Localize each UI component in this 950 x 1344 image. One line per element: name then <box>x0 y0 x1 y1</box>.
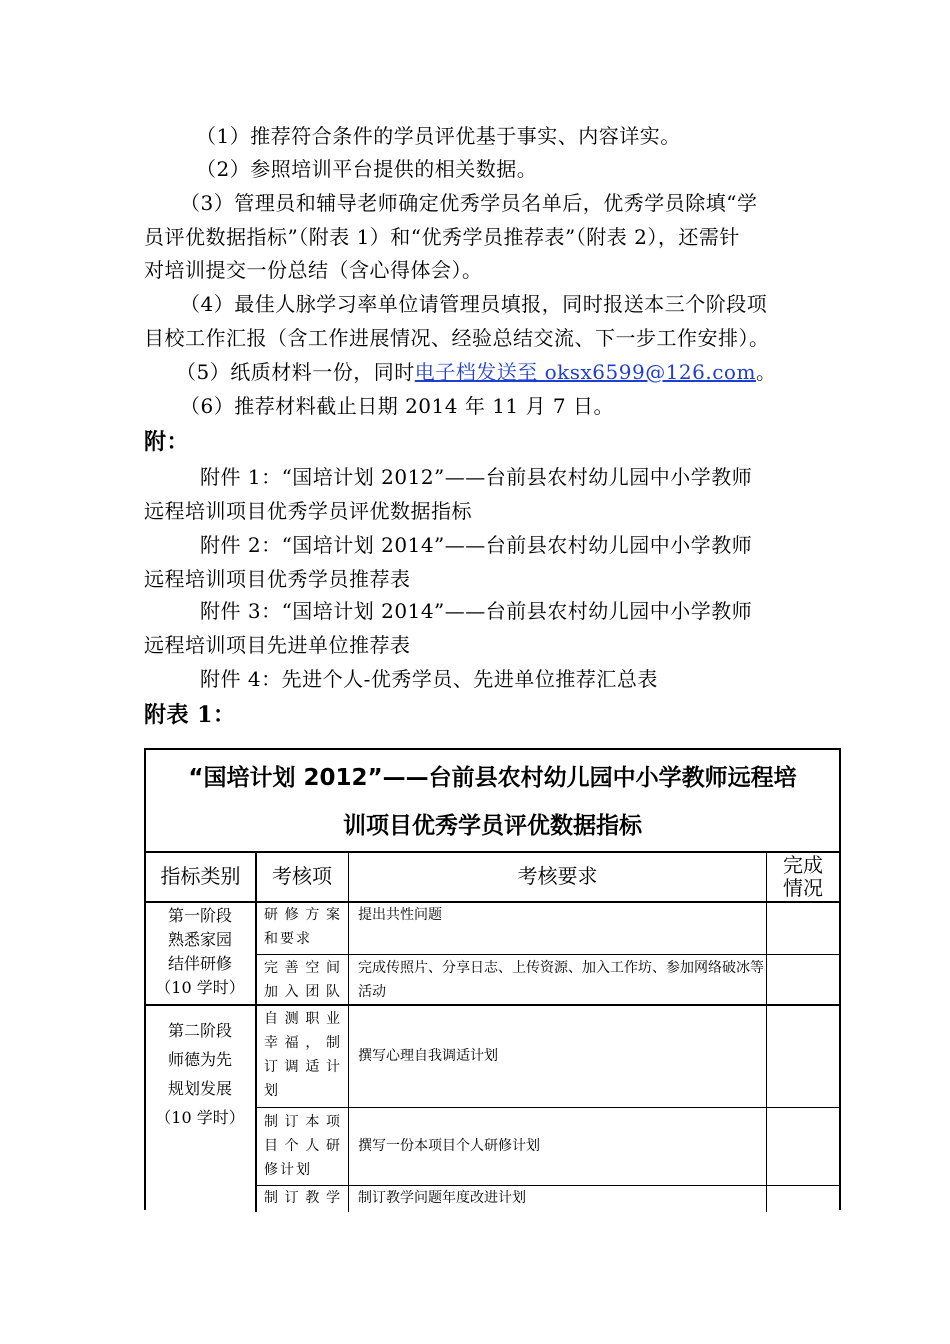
stage2-row3-requirement: 制订教学问题年度改进计划 <box>358 1190 526 1206</box>
paragraph-5-prefix: （5）纸质材料一份，同时 <box>176 360 415 384</box>
paragraph-5-suffix: 。 <box>755 360 777 384</box>
status-column-divider <box>766 851 767 1212</box>
attachments-heading: 附： <box>144 429 190 455</box>
category-column-divider <box>255 851 257 1212</box>
header-status-line-1: 完成 <box>783 853 823 877</box>
stage1-row2-item-line-b: 加入团队 <box>264 984 342 1000</box>
stage2-row1-item-line-a: 自测职业 <box>264 1011 342 1027</box>
header-category: 指标类别 <box>160 864 241 888</box>
stage2-row1-requirement: 撰写心理自我调适计划 <box>358 1048 498 1064</box>
stage2-row3-item <box>264 1186 342 1210</box>
stage2-row3-item-line-a: 制订教学 <box>264 1190 342 1206</box>
evaluation-table <box>144 748 841 1210</box>
stage2-row2-requirement: 撰写一份本项目个人研修计划 <box>358 1138 540 1154</box>
stage2-row1-item-line-d: 划 <box>264 1083 280 1099</box>
paragraph-1: （1）推荐符合条件的学员评优基于事实、内容详实。 <box>196 124 681 148</box>
stage2-row1-item <box>264 1007 342 1103</box>
stage1-row1-requirement: 提出共性问题 <box>358 907 442 923</box>
stage1-row1-item-line-a: 研修方案 <box>264 907 342 923</box>
stage2-row2-item-line-a: 制订本项 <box>264 1114 342 1130</box>
paragraph-4-line-2: 目校工作汇报（含工作进展情况、经验总结交流、下一步工作安排）。 <box>144 326 770 350</box>
stage2-row2-item-line-c: 修计划 <box>264 1162 312 1178</box>
header-item: 考核项 <box>272 864 332 888</box>
paragraph-3-line-2: 员评优数据指标”（附表 1）和“优秀学员推荐表”（附表 2），还需针 <box>144 225 740 249</box>
attachment-3-line-1: 附件 3：“国培计划 2014”——台前县农村幼儿园中小学教师 <box>200 599 753 623</box>
attachment-1-line-2: 远程培训项目优秀学员评优数据指标 <box>144 499 472 523</box>
table-title-divider <box>144 851 841 853</box>
stage1-stage2-divider <box>144 1004 841 1006</box>
paragraph-3-line-1: （3）管理员和辅导老师确定优秀学员名单后，优秀学员除填“学 <box>180 191 758 215</box>
table-title-line-1: “国培计划 2012”——台前县农村幼儿园中小学教师远程培 <box>188 765 797 791</box>
stage2-row1-item-line-b: 幸福，制 <box>264 1035 342 1051</box>
stage1-row2-requirement: 完成传照片、分享日志、上传资源、加入工作坊、参加网络破冰等活动 <box>358 960 764 1000</box>
stage1-row1-item <box>264 903 342 951</box>
stage2-row2-item-line-b: 目个人研 <box>264 1138 342 1154</box>
stage1-row1-item-line-b: 和要求 <box>264 931 312 947</box>
item-column-divider <box>348 851 349 1212</box>
stage2-row2-item <box>264 1110 342 1182</box>
header-status-line-2: 情况 <box>783 876 823 900</box>
email-link[interactable]: 电子档发送至 oksx6599@126.com <box>414 360 756 384</box>
stage2-row1-item-line-c: 订调适计 <box>264 1059 342 1075</box>
paragraph-3-line-3: 对培训提交一份总结（含心得体会）。 <box>144 258 483 282</box>
stage2-row-divider-1 <box>256 1107 841 1108</box>
stage1-category: 第一阶段 熟悉家园 结伴研修 （10 学时） <box>155 906 245 997</box>
paragraph-4-line-1: （4）最佳人脉学习率单位请管理员填报，同时报送本三个阶段项 <box>180 292 768 316</box>
attachment-3-line-2: 远程培训项目先进单位推荐表 <box>144 633 411 657</box>
paragraph-5 <box>176 360 776 384</box>
header-requirement: 考核要求 <box>517 864 598 888</box>
paragraph-6: （6）推荐材料截止日期 2014 年 11 月 7 日。 <box>180 394 614 418</box>
stage1-row2-item <box>264 956 342 1004</box>
attachment-2-line-1: 附件 2：“国培计划 2014”——台前县农村幼儿园中小学教师 <box>200 533 753 557</box>
attachment-1-line-1: 附件 1：“国培计划 2012”——台前县农村幼儿园中小学教师 <box>200 465 753 489</box>
stage1-row-divider <box>256 954 841 955</box>
attachment-4: 附件 4：先进个人-优秀学员、先进单位推荐汇总表 <box>200 667 658 691</box>
stage1-row2-item-line-a: 完善空间 <box>264 960 342 976</box>
attachment-2-line-2: 远程培训项目优秀学员推荐表 <box>144 567 411 591</box>
stage2-category: 第二阶段 师德为先 规划发展 （10 学时） <box>155 1021 245 1127</box>
table-title-line-2: 训项目优秀学员评优数据指标 <box>343 813 642 839</box>
paragraph-2: （2）参照培训平台提供的相关数据。 <box>196 157 538 181</box>
table-label: 附表 1： <box>144 702 236 728</box>
